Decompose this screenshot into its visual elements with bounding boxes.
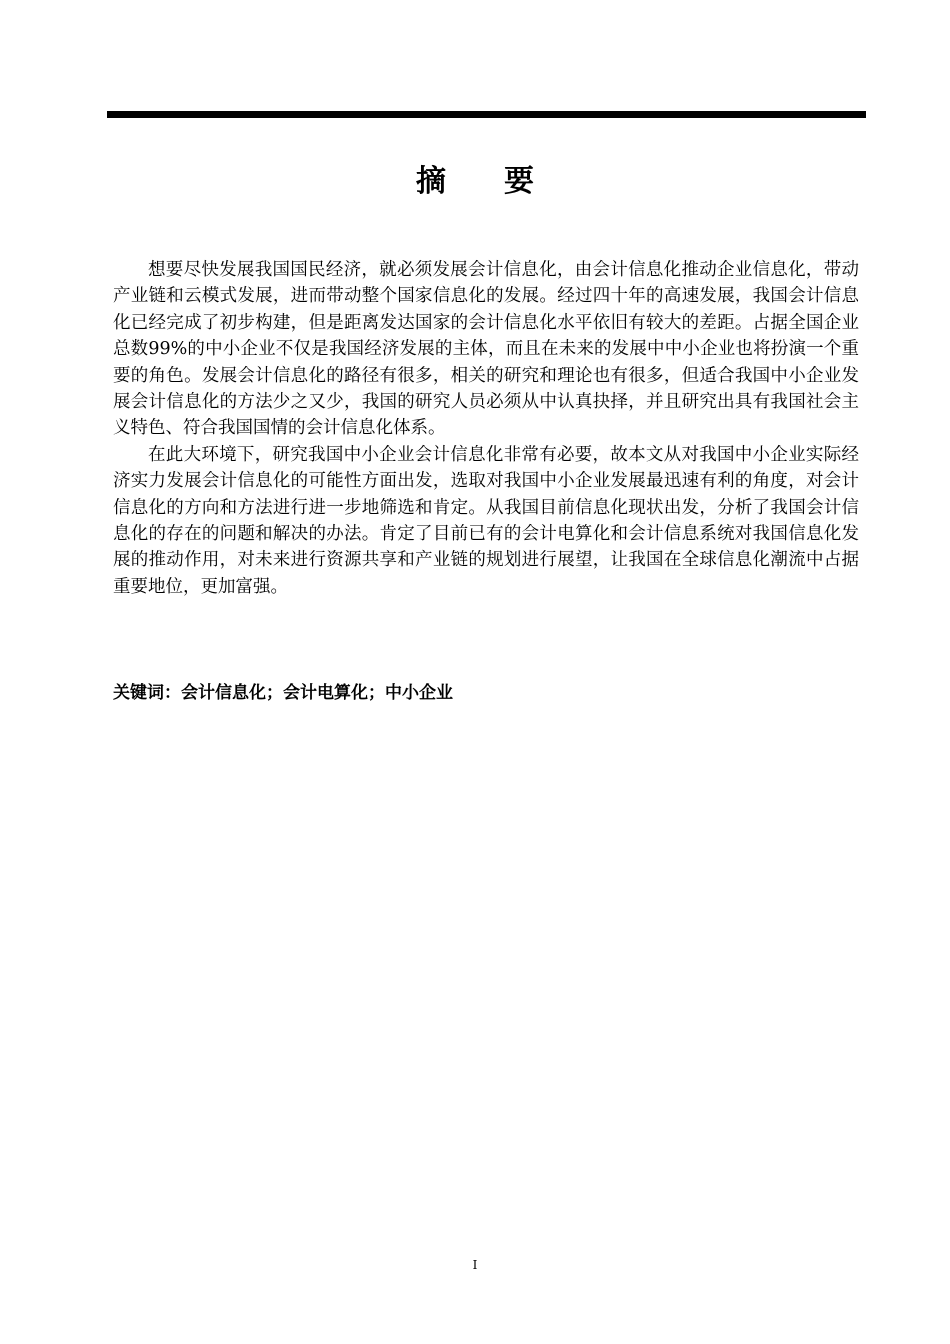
title-char-2: 要 [504, 164, 534, 199]
abstract-paragraph-2: 在此大环境下，研究我国中小企业会计信息化非常有必要，故本文从对我国中小企业实际经济实力发展会计信息化的可能性方面出发，选取对我国中小企业发展最迅速有利的角度，对会计信息化的方向和方法进行进一步地筛选和肯定。从我国目前信息化现状出发，分析了我国会计信息化的存在的问题和解决的办法。肯定了目前已有的会计电算化和会计信息系统对我国信息化发展的推动作用，对未来进行资源共享和产业链的规划进行展望，让我国在全球信息化潮流中占据重要地位，更加富强。 [113, 444, 859, 597]
page-number: I [472, 1258, 478, 1272]
page-title [0, 160, 950, 204]
header-rule [107, 111, 866, 118]
abstract-body [113, 257, 859, 600]
abstract-paragraph-1: 想要尽快发展我国国民经济，就必须发展会计信息化，由会计信息化推动企业信息化，带动产业链和云模式发展，进而带动整个国家信息化的发展。经过四十年的高速发展，我国会计信息化已经完成了初步构建，但是距离发达国家的会计信息化水平依旧有较大的差距。占据全国企业总数99%的中小企业不仅是我国经济发展的主体，而且在未来的发展中中小企业也将扮演一个重要的角色。发展会计信息化的路径有很多，相关的研究和理论也有很多，但适合我国中小企业发展会计信息化的方法少之又少，我国的研究人员必须从中认真抉择，并且研究出具有我国社会主义特色、符合我国国情的会计信息化体系。 [113, 260, 859, 439]
title-char-1: 摘 [416, 164, 446, 199]
keywords-line: 关键词：会计信息化；会计电算化；中小企业 [113, 683, 453, 703]
